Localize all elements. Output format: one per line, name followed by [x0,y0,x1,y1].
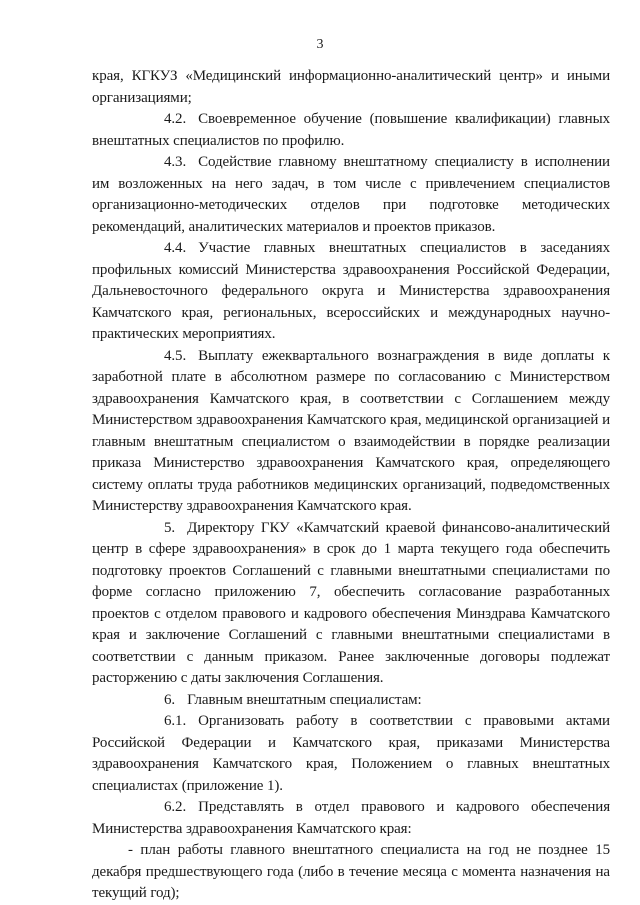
paragraph-6 [92,690,610,712]
paragraph-4-3 [92,152,610,238]
paragraph-text: Представлять в отдел правового и кадрового обеспечения Министерства здравоохранения Камчатского края: [92,799,610,837]
paragraph-6-2 [92,797,610,840]
paragraph-number: 6. [164,691,176,708]
paragraph-4-2 [92,109,610,152]
document-body [92,66,610,905]
paragraph-4-5 [92,346,610,518]
paragraph-text: Содействие главному внештатному специалисту в исполнении им возложенных на него задач, в том числе с привлечением специалистов организационно-методических отделов при подготовке методических рекомендаций, аналитических материалов и проектов приказов. [92,154,610,235]
paragraph-4-4 [92,238,610,346]
paragraph-number: 5. [164,519,176,536]
paragraph-number: 4.4. [164,240,187,256]
list-bullet: - [128,842,133,858]
paragraph-text: Главным внештатным специалистам: [187,691,422,708]
paragraph-number: 4.5. [164,347,187,364]
list-item-plan [92,840,610,905]
paragraph-text: план работы главного внештатного специалиста на год не позднее 15 декабря предшествующего года (либо в течение месяца с момента назначения на текущий год); [92,842,610,901]
paragraph-number: 6.2. [164,799,187,815]
paragraph-number: 4.3. [164,154,187,170]
paragraph-text: Выплату ежеквартального вознаграждения в виде доплаты к заработной плате в абсолютном размере по согласованию с Министерством здравоохранения Камчатского края, в соответствии с Соглашением между Министерством здравоохранения Камчатского края, медицинской организацией и главным внештатным специалистом о взаимодействии в порядке реализации приказа Министерство здравоохранения Камчатского края, определяющего систему оплаты труда работников медицинских организаций, подведомственных Министерству здравоохранения Камчатского края. [92,347,610,514]
paragraph-text: Организовать работу в соответствии с правовыми актами Российской Федерации и Камчатского края, приказами Министерства здравоохранения Камчатского края, Положением о главных внештатных специалистах (приложение 1). [92,713,610,794]
paragraph-text: Своевременное обучение (повышение квалификации) главных внештатных специалистов по профилю. [92,111,610,149]
paragraph-text: края, КГКУЗ «Медицинский информационно-аналитический центр» и иными организациями; [92,68,610,106]
paragraph-5 [92,518,610,690]
page-number: 3 [316,37,324,52]
paragraph-text: Директору ГКУ «Камчатский краевой финансово-аналитический центр в сфере здравоохранения» в срок до 1 марта текущего года обеспечить подготовку проектов Соглашений с главными внештатными специалистами по форме согласно приложению 7, обеспечить согласование разработанных проектов с отделом правового и кадрового обеспечения Минздрава Камчатского края и заключение Соглашений с главными внештатными специалистами в соответствии с данным приказом. Ранее заключенные договоры подлежат расторжению с даты заключения Соглашения. [92,519,610,686]
paragraph-number: 6.1. [164,713,187,729]
paragraph-continuation [92,66,610,109]
paragraph-number: 4.2. [164,111,187,127]
paragraph-text: Участие главных внештатных специалистов в заседаниях профильных комиссий Министерства здравоохранения Российской Федерации, Дальневосточного федерального округа и Министерства здравоохранения Камчатского края, региональных, всероссийских и международных научно-практических мероприятиях. [92,240,610,342]
paragraph-6-1 [92,711,610,797]
